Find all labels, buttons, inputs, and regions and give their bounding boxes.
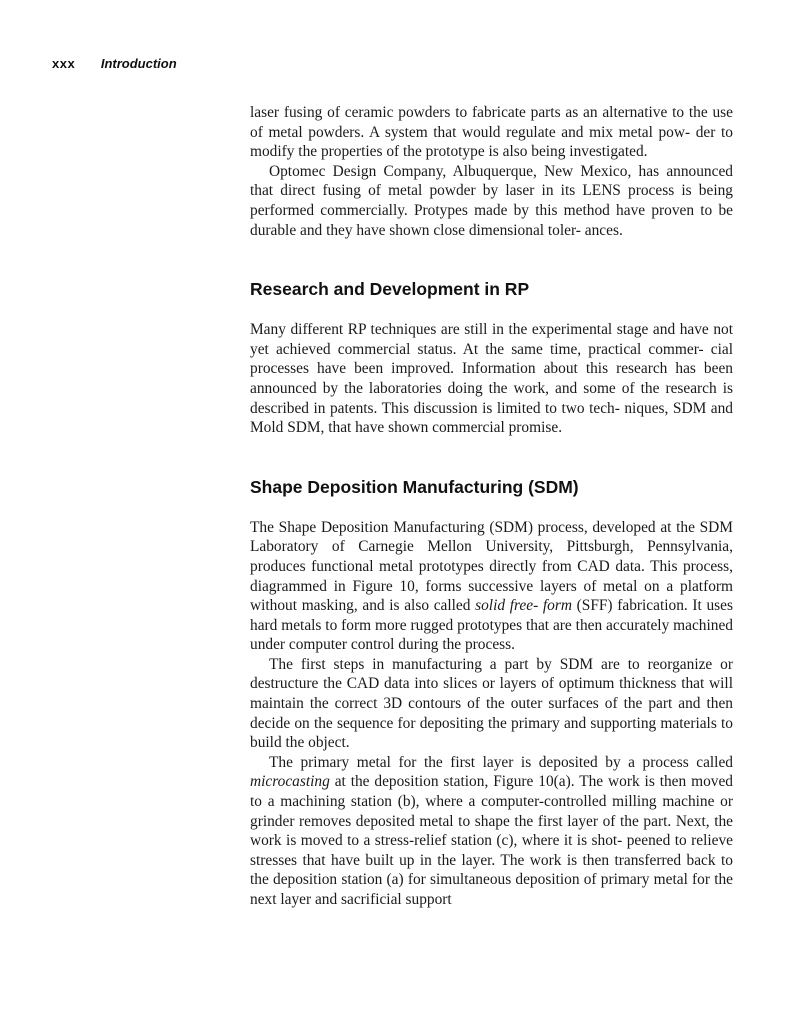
text-column (250, 103, 733, 910)
sdm-paragraph-3 (250, 753, 733, 910)
sdm-p3-text-a: The primary metal for the first layer is deposited by a process called (269, 753, 733, 771)
page-number: xxx (52, 56, 76, 71)
section-heading-sdm: Shape Deposition Manufacturing (SDM) (250, 476, 579, 497)
sdm-p3-text-b: at the deposition station, Figure 10(a). The work is then moved to a machining station (b), where a computer-controlled milling machine or grinder removes deposited metal to shape the first layer of the part. Next, the work is moved to a stress-relief station (c), where it is shot- peened to relieve stresses that have built up in the layer. The work is then transferred back to the deposition station (a) for simultaneous deposition of primary metal for the next layer and sacrificial support (250, 773, 733, 908)
running-head-title: Introduction (100, 56, 177, 71)
sdm-paragraph-1 (250, 518, 733, 655)
running-head (52, 56, 177, 71)
intro-paragraph-1: laser fusing of ceramic powders to fabricate parts as an alternative to the use of metal powders. A system that would regulate and mix metal pow- der to modify the properties of the prototype is also being investigated. (250, 104, 733, 161)
research-paragraph-1: Many different RP techniques are still in the experimental stage and have not yet achieved commercial status. At the same time, practical commer- cial processes have been improved. Information about this research has been announced by the laboratories doing the work, and some of the research is described in patents. This discussion is limited to two tech- niques, SDM and Mold SDM, that have shown commercial promise. (250, 321, 733, 437)
sdm-p1-text-b: (SFF) fabrication. It uses hard metals to form more rugged prototypes that are then accurately machined under computer control during the process. (250, 597, 733, 654)
sdm-paragraph-2: The first steps in manufacturing a part by SDM are to reorganize or destructure the CAD data into slices or layers of optimum thickness that will maintain the correct 3D contours of the outer surfaces of the part and then decide on the sequence for depositing the primary and supporting materials to build the object. (250, 655, 733, 752)
section-heading-research: Research and Development in RP (250, 279, 530, 300)
intro-paragraph-2: Optomec Design Company, Albuquerque, New Mexico, has announced that direct fusing of metal powder by laser in its LENS process is being performed commercially. Protypes made by this method have proven to be durable and they have shown close dimensional toler- ances. (250, 162, 733, 239)
sdm-p3-emphasis: microcasting (250, 773, 330, 791)
sdm-p1-text-a: The Shape Deposition Manufacturing (SDM) process, developed at the SDM Laboratory of Carnegie Mellon University, Pittsburgh, Pennsylvania, produces functional metal prototypes directly from CAD data. This process, diagrammed in Figure 10, forms successive layers of metal on a platform without masking, and is also called (250, 518, 733, 615)
sdm-p1-emphasis: solid free- form (475, 597, 572, 615)
